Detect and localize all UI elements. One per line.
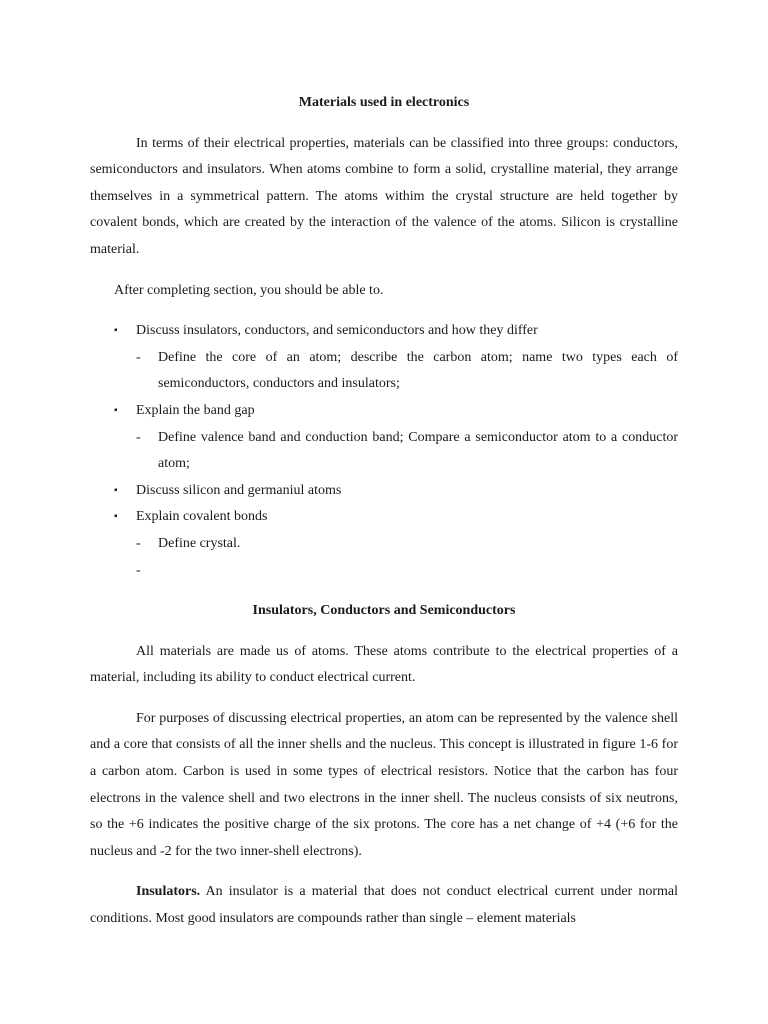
bullet-icon: ▪ [114, 484, 118, 496]
objective-subitem [90, 345, 678, 398]
insulators-text: An insulator is a material that does not conduct electrical current under normal conditions. Most good insulators are compounds rather than single – element materials [90, 884, 678, 927]
objective-text: Discuss insulators, conductors, and semiconductors and how they differ [136, 323, 538, 339]
objective-text: Explain covalent bonds [136, 509, 268, 525]
insulators-term: Insulators. [136, 884, 201, 900]
dash-icon: - [136, 535, 141, 551]
objective-subitem-text: Define crystal. [158, 535, 241, 551]
dash-icon: - [136, 349, 141, 365]
objective-item [90, 398, 678, 425]
objective-item [90, 504, 678, 531]
objective-subitem-text: Define valence band and conduction band; Compare a semiconductor atom to a conductor atom; [158, 429, 678, 472]
document-title: Materials used in electronics [298, 95, 470, 110]
objective-item [90, 318, 678, 345]
body-paragraph: All materials are made us of atoms. These atoms contribute to the electrical properties of a material, including its ability to conduct electrical current. [90, 643, 678, 686]
dash-icon: - [136, 562, 141, 578]
body-paragraph: For purposes of discussing electrical properties, an atom can be represented by the valence shell and a core that consists of all the inner shells and the nucleus. This concept is illustrated in figure 1-6 for a carbon atom. Carbon is used in some types of electrical resistors. Notice that the carbon has four electrons in the valence shell and two electrons in the inner shell. The nucleus consists of six neutrons, so the +6 indicates the positive charge of the six protons. The core has a net change of +4 (+6 for the nucleus and -2 for the two inner-shell electrons). [90, 710, 678, 859]
objective-subitem [90, 558, 678, 585]
objective-item [90, 478, 678, 505]
insulators-paragraph [90, 879, 678, 932]
document-page [90, 90, 678, 947]
section-heading: Insulators, Conductors and Semiconductors [252, 603, 516, 619]
objective-subitem-text: Define the core of an atom; describe the carbon atom; name two types each of semiconductors, conductors and insulators; [158, 349, 678, 392]
objective-text: Explain the band gap [136, 402, 255, 418]
intro-paragraph: In terms of their electrical properties, materials can be classified into three groups: conductors, semiconductors and insulators. When atoms combine to form a solid, crystalline material, they arrange themselves in a symmetrical pattern. The atoms withim the crystal structure are held together by covalent bonds, which are created by the interaction of the valence of the atoms. Silicon is crystalline material. [90, 135, 678, 257]
bullet-icon: ▪ [114, 325, 118, 337]
bullet-icon: ▪ [114, 511, 118, 523]
objective-subitem [90, 531, 678, 558]
dash-icon: - [136, 429, 141, 445]
objectives-lead: After completing section, you should be able to. [114, 282, 384, 298]
objective-subitem [90, 425, 678, 478]
bullet-icon: ▪ [114, 404, 118, 416]
objective-subitem-text [158, 563, 162, 578]
objectives-list [90, 318, 678, 584]
objective-text: Discuss silicon and germaniul atoms [136, 482, 342, 498]
